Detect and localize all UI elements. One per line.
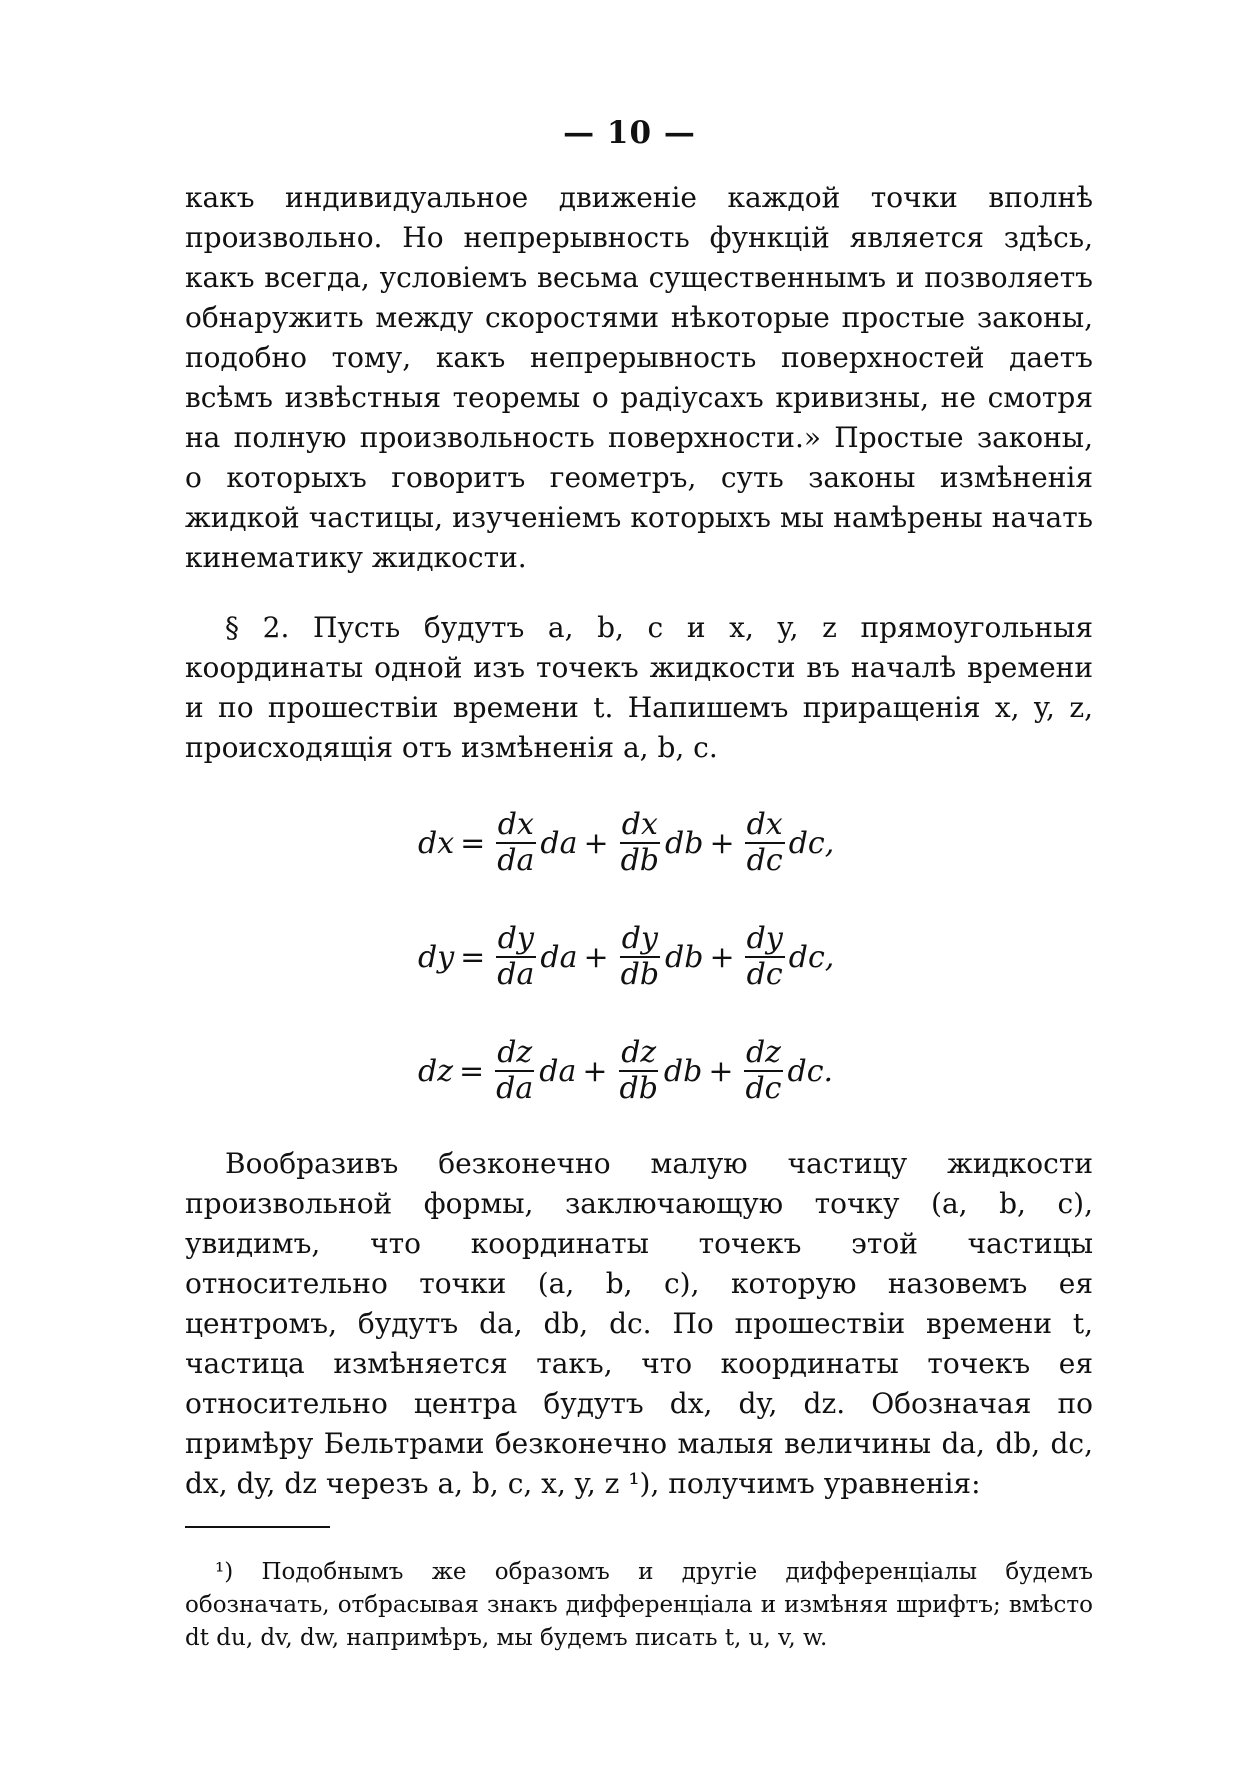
differential: db bbox=[665, 939, 704, 975]
plus-sign: + bbox=[583, 825, 609, 861]
equation-dx bbox=[418, 798, 834, 888]
equals-sign: = bbox=[460, 939, 486, 975]
differential: dc, bbox=[788, 939, 835, 975]
plus-sign: + bbox=[583, 939, 609, 975]
differential: db bbox=[665, 825, 704, 861]
differential: dc. bbox=[787, 1053, 834, 1089]
fraction: $\frac{dz}{da}$ bbox=[496, 1035, 534, 1106]
differential: da bbox=[539, 1053, 577, 1089]
paragraph-continuation bbox=[185, 178, 1093, 578]
paragraph-1-text: какъ индивидуальное движеніе каждой точки вполнѣ произвольно. Но непрерывность функцій является здѣсь, какъ всегда, условіемъ весьма существеннымъ и позволяетъ обнаружить между скоростями нѣкоторые простые законы, подобно тому, какъ непрерывность поверхностей даетъ всѣмъ извѣстныя теоремы о радіусахъ кривизны, не смотря на полную произвольность поверхности.» Простые законы, о которыхъ говоритъ геометръ, суть законы измѣненія жидкой частицы, изученіемъ которыхъ мы намѣрены начать кинематику жидкости. bbox=[185, 181, 1093, 574]
fraction: $\frac{dx}{db}$ bbox=[620, 807, 660, 878]
plus-sign: + bbox=[709, 939, 735, 975]
fraction: $\frac{dz}{db}$ bbox=[619, 1035, 658, 1106]
section-2-paragraph bbox=[185, 608, 1093, 768]
fraction: $\frac{dx}{dc}$ bbox=[746, 807, 783, 878]
differential: da bbox=[540, 939, 578, 975]
plus-sign: + bbox=[708, 1053, 734, 1089]
paragraph-3-text: Вообразивъ безконечно малую частицу жидкости произвольной формы, заключающую точку (a, b, c), увидимъ, что координаты точекъ этой частицы относительно точки (a, b, c), которую назовемъ ея центромъ, будутъ da, db, dc. По прошествіи времени t, частица измѣняется такъ, что координаты точекъ ея относительно центра будутъ dx, dy, dz. Обозначая по примѣру Бельтрами безконечно малыя величины da, db, dc, dx, dy, dz черезъ a, b, c, x, y, z ¹), получимъ уравненія: bbox=[185, 1147, 1093, 1500]
differential: da bbox=[540, 825, 578, 861]
eq-lhs: dx bbox=[418, 825, 455, 861]
page-number: — 10 — bbox=[563, 115, 696, 151]
plus-sign: + bbox=[709, 825, 735, 861]
equation-dy bbox=[418, 912, 834, 1002]
fraction: $\frac{dy}{db}$ bbox=[620, 921, 660, 992]
footnote-divider bbox=[185, 1526, 330, 1528]
fraction: $\frac{dx}{da}$ bbox=[497, 807, 535, 878]
eq-lhs: dy bbox=[418, 939, 455, 975]
equation-dz bbox=[418, 1026, 833, 1116]
equals-sign: = bbox=[459, 1053, 485, 1089]
differential: db bbox=[663, 1053, 703, 1089]
footnote bbox=[185, 1556, 1093, 1655]
fraction: $\frac{dz}{dc}$ bbox=[745, 1035, 782, 1106]
paragraph-2-text: § 2. Пусть будутъ a, b, c и x, y, z прямоугольныя координаты одной изъ точекъ жидкости въ началѣ времени и по прошествіи времени t. Напишемъ приращенія x, y, z, происходящія отъ измѣненія a, b, c. bbox=[185, 611, 1093, 764]
fraction: $\frac{dy}{da}$ bbox=[497, 921, 535, 992]
fraction: $\frac{dy}{dc}$ bbox=[746, 921, 783, 992]
differential: dc, bbox=[788, 825, 835, 861]
plus-sign: + bbox=[582, 1053, 608, 1089]
footnote-text: ¹) Подобнымъ же образомъ и другіе дифференціалы будемъ обозначать, отбрасывая знакъ дифференціала и измѣняя шрифтъ; вмѣсто dt du, dv, dw, напримѣръ, мы будемъ писать t, u, v, w. bbox=[185, 1559, 1093, 1651]
equals-sign: = bbox=[460, 825, 486, 861]
eq-lhs: dz bbox=[418, 1053, 454, 1089]
paragraph-3 bbox=[185, 1144, 1093, 1504]
